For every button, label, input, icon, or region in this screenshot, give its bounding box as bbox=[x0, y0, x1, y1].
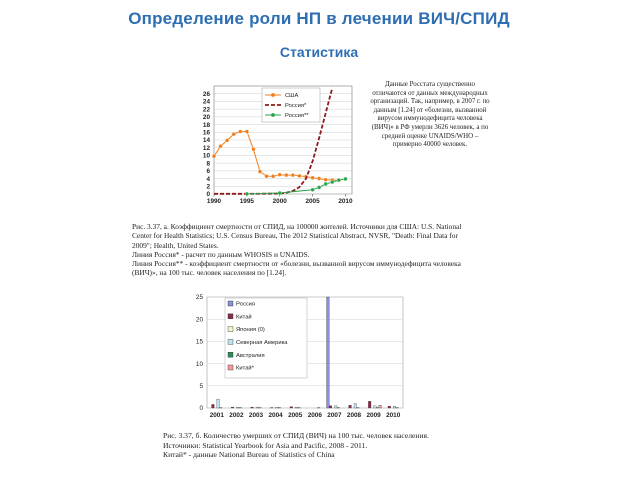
x-tick-label: 2005 bbox=[288, 412, 303, 419]
caption-b-line: Источники: Statistical Yearbook for Asia and Pacific, 2008 - 2011. bbox=[163, 440, 368, 450]
y-tick-label: 14 bbox=[202, 137, 210, 145]
x-tick-label: 2002 bbox=[229, 412, 244, 419]
y-tick-label: 20 bbox=[195, 316, 203, 324]
legend-label: Австралия bbox=[236, 352, 265, 359]
x-tick-label: 2008 bbox=[346, 412, 362, 419]
bar-Северная Америка bbox=[393, 406, 396, 408]
caption-a-line: (ВИЧ)», на 100 тыс. человек населения по [1.24]. bbox=[132, 268, 287, 278]
legend-label: Россия** bbox=[285, 113, 309, 119]
x-tick-label: 2010 bbox=[386, 412, 401, 419]
x-tick-label: 1990 bbox=[206, 198, 222, 205]
x-tick-label: 2000 bbox=[272, 198, 287, 205]
x-tick-label: 2003 bbox=[248, 412, 264, 419]
caption-a-line: Линия Россия** - коэффициент смертности от «болезни, вызванной вирусом иммунодефицита человека bbox=[132, 259, 461, 269]
page-subtitle: Статистика bbox=[279, 44, 359, 60]
bar-Северная Америка bbox=[334, 406, 337, 408]
caption-a-line: Center for Health Statistics; U.S. Census Bureau, The 2012 Statistical Abstract, NVSR, "Death: Final Data for bbox=[132, 231, 458, 241]
y-tick-label: 12 bbox=[202, 144, 210, 152]
caption-a-line: 2009"; Health, United States. bbox=[132, 240, 219, 250]
caption-b-line: Китай* - данные National Bureau of Statistics of China bbox=[163, 450, 335, 459]
bar-Северная Америка bbox=[217, 399, 220, 408]
bar-Северная Америка bbox=[374, 406, 377, 408]
legend-swatch bbox=[228, 365, 233, 370]
caption-b-line: Рис. 3.37, б. Количество умерших от СПИД (ВИЧ) на 100 тыс. человек населения. bbox=[163, 431, 429, 440]
y-tick-label: 8 bbox=[206, 160, 210, 168]
caption-a-line: Рис. 3.37, а. Коэффициент смертности от СПИД, на 100000 жителей. Источники для США: U.S. National bbox=[132, 222, 462, 231]
legend-label: Россия* bbox=[285, 103, 307, 109]
y-tick-label: 0 bbox=[206, 191, 210, 199]
legend-label: Китай bbox=[236, 314, 252, 321]
y-tick-label: 24 bbox=[202, 98, 210, 106]
bar-Китай bbox=[212, 404, 215, 408]
bar-Северная Америка bbox=[256, 407, 259, 408]
y-tick-label: 25 bbox=[195, 294, 203, 302]
rosstat-note: Данные Росстата существенно отличаются от данных международных организаций. Так, например, в 2007 г. по данным [1.24] от «болезни, вызванной вирусом иммунодефицита человека (ВИЧ)» в РФ умерли 3626 человек, а по средней оценке UNAIDS/WHO – примерно 40000 человек. bbox=[370, 81, 490, 149]
legend-label: Россия bbox=[236, 301, 256, 308]
bar-Китай bbox=[349, 405, 352, 408]
caption-a-line: Линия Россия* - расчет по данным WHOSIS и UNAIDS. bbox=[132, 249, 310, 259]
bar-Китай bbox=[251, 407, 254, 408]
x-tick-label: 2007 bbox=[327, 412, 342, 419]
y-tick-label: 0 bbox=[199, 405, 203, 413]
bar-Северная Америка bbox=[295, 407, 298, 408]
figure-caption-b bbox=[163, 431, 463, 460]
y-tick-label: 2 bbox=[206, 183, 210, 191]
y-tick-label: 10 bbox=[202, 152, 210, 160]
y-tick-label: 5 bbox=[199, 383, 203, 390]
y-tick-label: 15 bbox=[195, 338, 203, 346]
y-tick-label: 10 bbox=[195, 360, 203, 368]
x-tick-label: 2004 bbox=[268, 412, 283, 419]
legend-label: Северная Америка bbox=[236, 340, 288, 346]
legend-swatch bbox=[228, 301, 233, 306]
bar-Китай bbox=[231, 407, 234, 408]
x-tick-label: 2006 bbox=[307, 412, 322, 419]
legend-swatch bbox=[228, 314, 233, 319]
page-title: Определение роли НП в лечении ВИЧ/СПИД bbox=[128, 9, 510, 28]
bar-Китай bbox=[388, 406, 391, 408]
bar-Северная Америка bbox=[276, 407, 279, 408]
legend-swatch bbox=[228, 352, 233, 357]
bar-Северная Америка bbox=[354, 404, 357, 408]
y-tick-label: 6 bbox=[206, 168, 210, 176]
legend-label: США bbox=[285, 93, 299, 99]
bar-Китай bbox=[329, 406, 332, 408]
y-tick-label: 22 bbox=[202, 106, 210, 114]
bar-Китай* bbox=[379, 405, 382, 408]
x-tick-label: 2005 bbox=[305, 198, 320, 205]
x-tick-label: 2010 bbox=[338, 198, 353, 205]
legend-label: Китай* bbox=[236, 365, 254, 372]
bar-Северная Америка bbox=[236, 407, 239, 408]
x-tick-label: 2001 bbox=[209, 412, 224, 419]
figure-caption-a bbox=[132, 222, 512, 278]
x-tick-label: 2009 bbox=[366, 412, 381, 419]
legend-swatch bbox=[228, 339, 233, 344]
bar-Россия bbox=[327, 297, 330, 408]
bar-Китай bbox=[290, 407, 293, 408]
y-tick-label: 18 bbox=[202, 121, 210, 129]
y-tick-label: 4 bbox=[206, 175, 210, 183]
legend-label: Япония (0) bbox=[236, 327, 265, 334]
y-tick-label: 26 bbox=[202, 90, 210, 98]
y-tick-label: 20 bbox=[202, 114, 210, 122]
legend-swatch bbox=[228, 327, 233, 332]
y-tick-label: 16 bbox=[202, 129, 210, 137]
bar-Китай bbox=[368, 401, 371, 408]
x-tick-label: 1995 bbox=[239, 198, 254, 205]
